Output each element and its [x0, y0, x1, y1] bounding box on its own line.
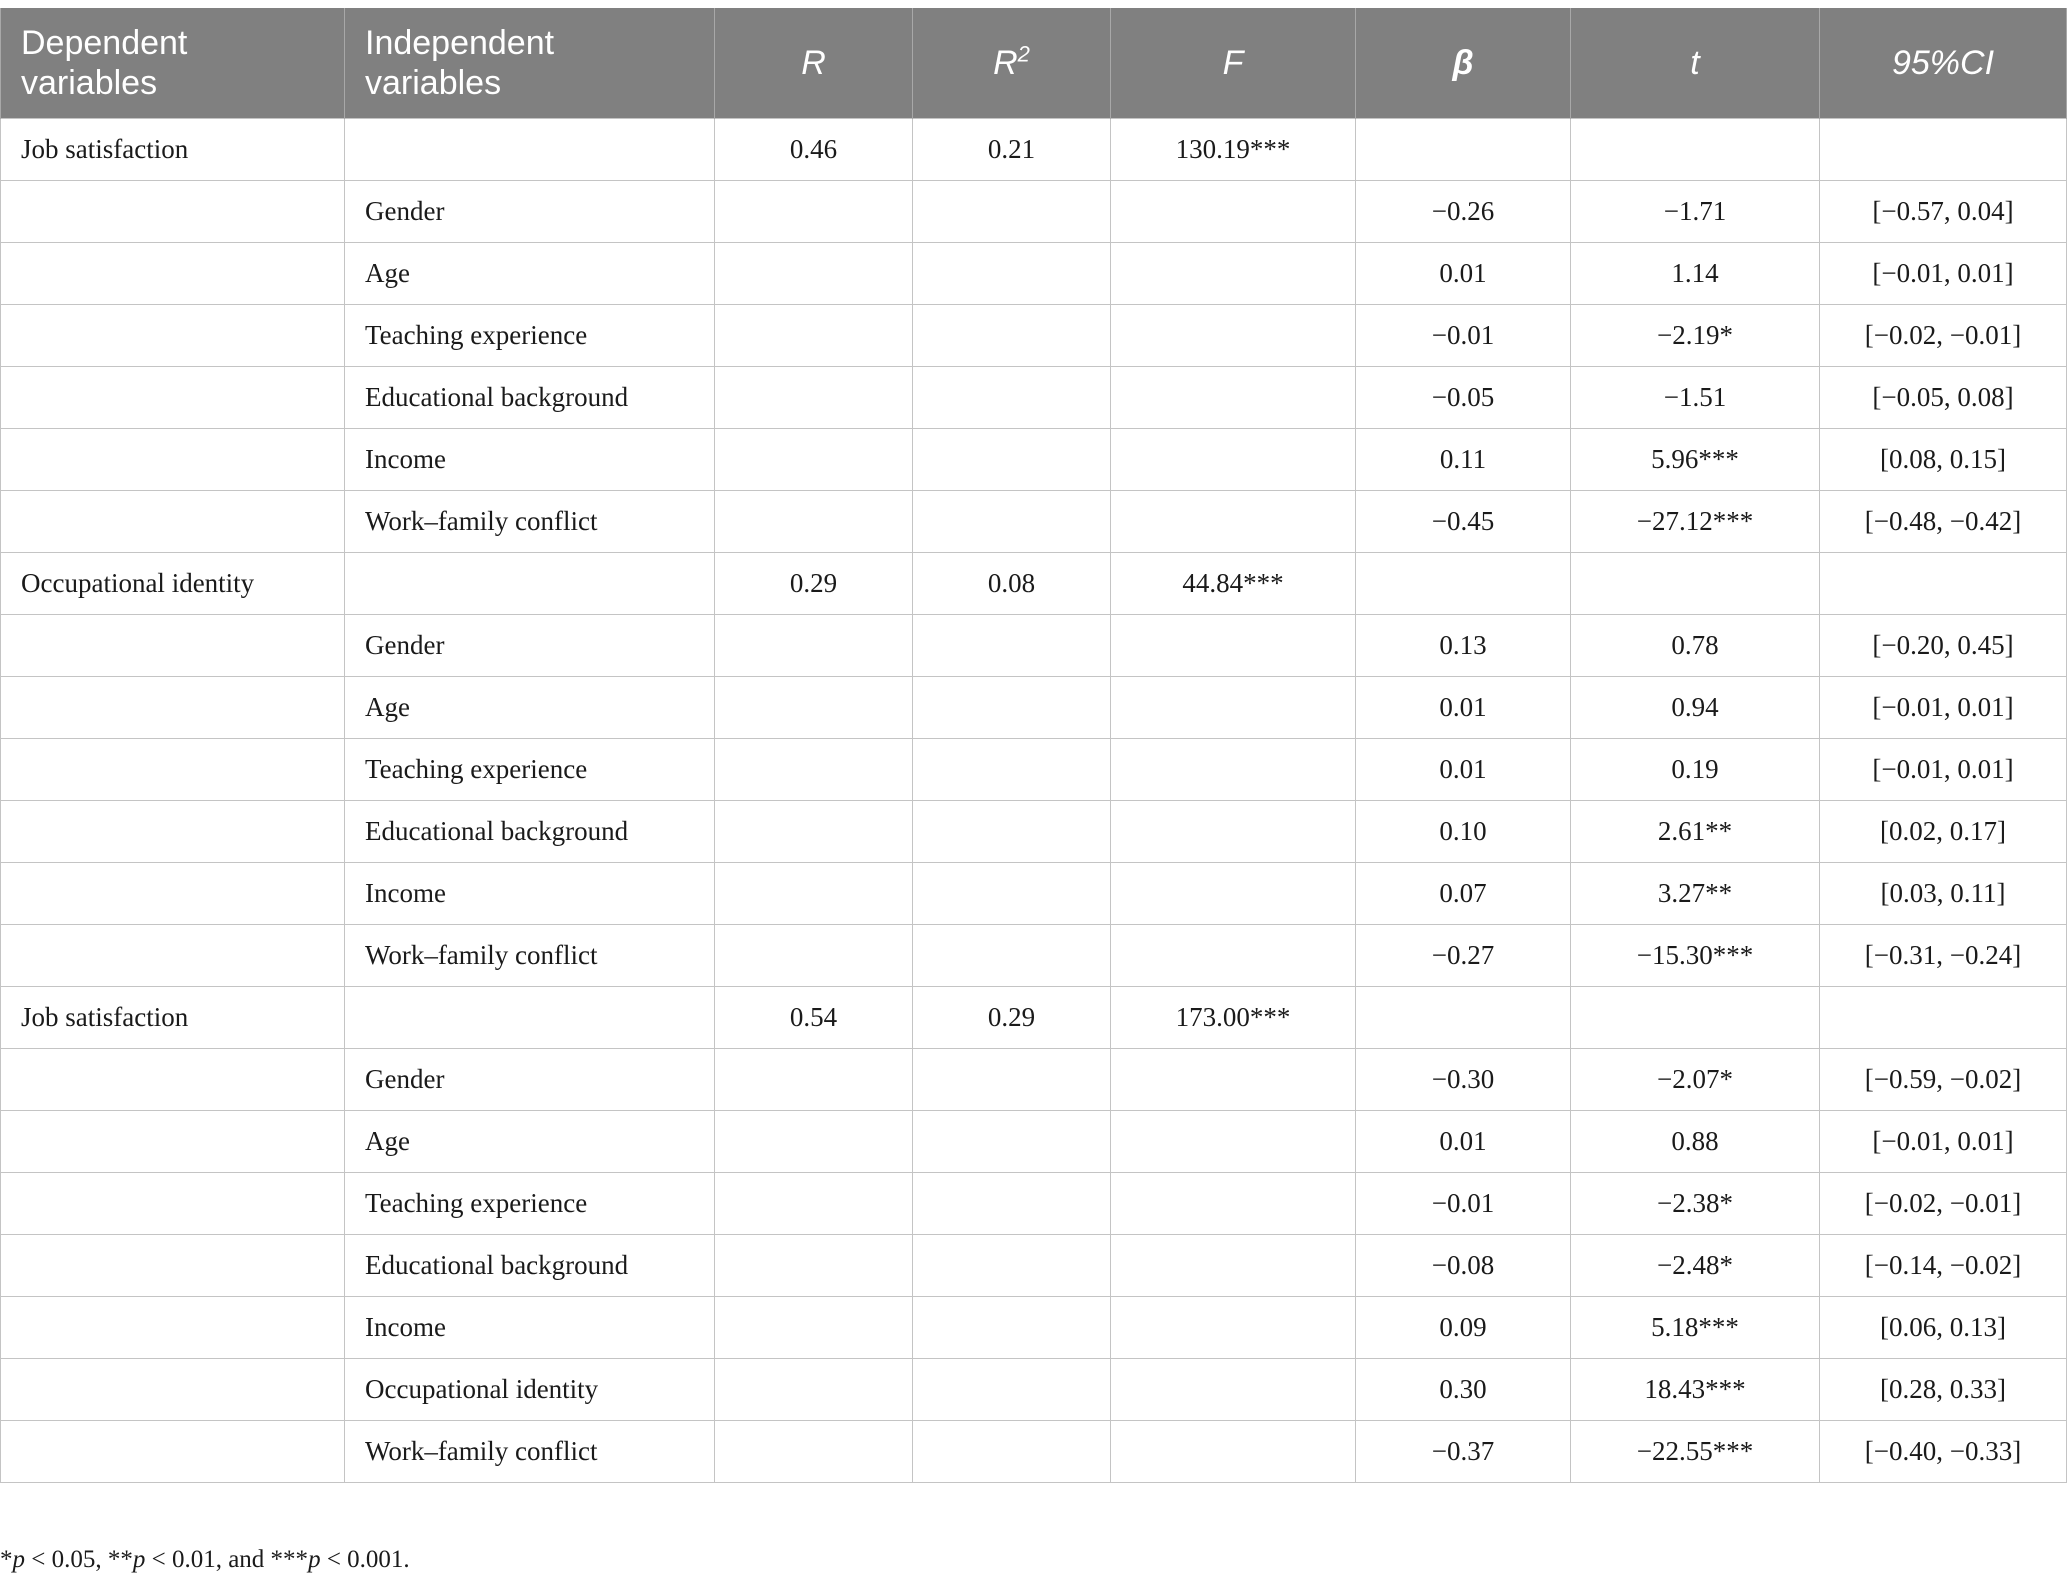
- cell-beta: −0.30: [1356, 1048, 1571, 1110]
- table-row: [1, 986, 2067, 1048]
- cell-independent-variable: Age: [345, 1110, 715, 1172]
- table-row: [1, 1358, 2067, 1420]
- cell-r-squared: 0.08: [913, 552, 1111, 614]
- cell-independent-variable: Educational background: [345, 366, 715, 428]
- cell-r-squared: 0.29: [913, 986, 1111, 1048]
- cell-r: [715, 1420, 913, 1482]
- cell-dependent-variable: [1, 490, 345, 552]
- regression-table: [0, 8, 2067, 1483]
- cell-r-squared: [913, 862, 1111, 924]
- cell-f: [1111, 1420, 1356, 1482]
- cell-r: [715, 366, 913, 428]
- cell-r-squared: [913, 1420, 1111, 1482]
- cell-t: −2.19*: [1571, 304, 1820, 366]
- cell-beta: −0.27: [1356, 924, 1571, 986]
- cell-t: 0.94: [1571, 676, 1820, 738]
- cell-95-ci: [−0.57, 0.04]: [1820, 180, 2067, 242]
- table-row: [1, 180, 2067, 242]
- cell-r: [715, 924, 913, 986]
- footnote-text: < 0.001.: [320, 1546, 410, 1573]
- cell-beta: −0.01: [1356, 304, 1571, 366]
- cell-dependent-variable: [1, 304, 345, 366]
- cell-95-ci: [0.06, 0.13]: [1820, 1296, 2067, 1358]
- table-row: [1, 614, 2067, 676]
- table-row: [1, 924, 2067, 986]
- cell-r: [715, 1172, 913, 1234]
- cell-dependent-variable: Occupational identity: [1, 552, 345, 614]
- cell-beta: 0.01: [1356, 1110, 1571, 1172]
- table-row: [1, 738, 2067, 800]
- cell-dependent-variable: [1, 800, 345, 862]
- cell-dependent-variable: [1, 614, 345, 676]
- footnote-text: < 0.05, **: [25, 1546, 133, 1573]
- cell-r: [715, 862, 913, 924]
- cell-95-ci: [−0.02, −0.01]: [1820, 1172, 2067, 1234]
- cell-f: [1111, 614, 1356, 676]
- header-dependent-variables: Dependent variables: [1, 8, 345, 118]
- cell-r: [715, 738, 913, 800]
- cell-95-ci: [0.02, 0.17]: [1820, 800, 2067, 862]
- cell-f: [1111, 1048, 1356, 1110]
- table-row: [1, 862, 2067, 924]
- cell-r: [715, 1358, 913, 1420]
- cell-independent-variable: Age: [345, 676, 715, 738]
- cell-beta: 0.09: [1356, 1296, 1571, 1358]
- cell-t: 3.27**: [1571, 862, 1820, 924]
- cell-95-ci: [−0.40, −0.33]: [1820, 1420, 2067, 1482]
- cell-independent-variable: Gender: [345, 614, 715, 676]
- cell-beta: 0.11: [1356, 428, 1571, 490]
- cell-beta: 0.30: [1356, 1358, 1571, 1420]
- cell-t: −22.55***: [1571, 1420, 1820, 1482]
- cell-dependent-variable: [1, 1296, 345, 1358]
- cell-r: 0.46: [715, 118, 913, 180]
- cell-independent-variable: Work–family conflict: [345, 490, 715, 552]
- table-row: [1, 1048, 2067, 1110]
- cell-r-squared: [913, 366, 1111, 428]
- cell-f: 44.84***: [1111, 552, 1356, 614]
- cell-95-ci: [−0.20, 0.45]: [1820, 614, 2067, 676]
- cell-r: [715, 1296, 913, 1358]
- cell-95-ci: [−0.48, −0.42]: [1820, 490, 2067, 552]
- cell-t: 18.43***: [1571, 1358, 1820, 1420]
- cell-r-squared: [913, 1048, 1111, 1110]
- cell-t: −2.48*: [1571, 1234, 1820, 1296]
- cell-r-squared: 0.21: [913, 118, 1111, 180]
- cell-r-squared: [913, 1172, 1111, 1234]
- cell-r: 0.54: [715, 986, 913, 1048]
- cell-independent-variable: [345, 986, 715, 1048]
- cell-r-squared: [913, 242, 1111, 304]
- footnote-p-symbol: p: [132, 1546, 146, 1573]
- cell-f: [1111, 1172, 1356, 1234]
- cell-f: [1111, 490, 1356, 552]
- cell-95-ci: [0.08, 0.15]: [1820, 428, 2067, 490]
- cell-95-ci: [0.03, 0.11]: [1820, 862, 2067, 924]
- cell-r-squared: [913, 924, 1111, 986]
- cell-r: [715, 1110, 913, 1172]
- cell-dependent-variable: [1, 180, 345, 242]
- cell-t: [1571, 552, 1820, 614]
- cell-t: 2.61**: [1571, 800, 1820, 862]
- cell-r: [715, 1234, 913, 1296]
- cell-r: [715, 180, 913, 242]
- cell-95-ci: [1820, 552, 2067, 614]
- table-row: [1, 304, 2067, 366]
- cell-dependent-variable: [1, 924, 345, 986]
- cell-beta: 0.13: [1356, 614, 1571, 676]
- cell-95-ci: [1820, 118, 2067, 180]
- cell-beta: [1356, 118, 1571, 180]
- cell-f: [1111, 242, 1356, 304]
- cell-independent-variable: Educational background: [345, 800, 715, 862]
- cell-independent-variable: Teaching experience: [345, 738, 715, 800]
- cell-f: [1111, 1296, 1356, 1358]
- cell-f: 130.19***: [1111, 118, 1356, 180]
- cell-f: [1111, 1234, 1356, 1296]
- cell-r: [715, 676, 913, 738]
- cell-independent-variable: Work–family conflict: [345, 1420, 715, 1482]
- header-r-squared-superscript: 2: [1017, 41, 1030, 67]
- cell-95-ci: [0.28, 0.33]: [1820, 1358, 2067, 1420]
- header-95-ci: 95%CI: [1820, 8, 2067, 118]
- table-row: [1, 1296, 2067, 1358]
- cell-f: [1111, 676, 1356, 738]
- cell-t: 1.14: [1571, 242, 1820, 304]
- header-f: F: [1111, 8, 1356, 118]
- cell-r-squared: [913, 1358, 1111, 1420]
- table-row: [1, 1110, 2067, 1172]
- cell-f: [1111, 1110, 1356, 1172]
- cell-dependent-variable: Job satisfaction: [1, 118, 345, 180]
- cell-independent-variable: Work–family conflict: [345, 924, 715, 986]
- cell-r-squared: [913, 1296, 1111, 1358]
- header-t: t: [1571, 8, 1820, 118]
- cell-beta: 0.01: [1356, 242, 1571, 304]
- cell-dependent-variable: [1, 676, 345, 738]
- cell-95-ci: [−0.31, −0.24]: [1820, 924, 2067, 986]
- cell-t: −1.51: [1571, 366, 1820, 428]
- footnote-p-symbol: p: [12, 1546, 25, 1573]
- cell-95-ci: [−0.05, 0.08]: [1820, 366, 2067, 428]
- cell-t: 0.88: [1571, 1110, 1820, 1172]
- footnote-text: < 0.01, and ***: [145, 1546, 309, 1573]
- table-row: [1, 242, 2067, 304]
- table-row: [1, 118, 2067, 180]
- cell-dependent-variable: Job satisfaction: [1, 986, 345, 1048]
- cell-r-squared: [913, 1110, 1111, 1172]
- cell-f: [1111, 924, 1356, 986]
- cell-r-squared: [913, 614, 1111, 676]
- cell-r: 0.29: [715, 552, 913, 614]
- header-independent-variables: Independent variables: [345, 8, 715, 118]
- cell-dependent-variable: [1, 1048, 345, 1110]
- cell-independent-variable: Teaching experience: [345, 1172, 715, 1234]
- cell-r: [715, 428, 913, 490]
- header-r: R: [715, 8, 913, 118]
- cell-t: 5.96***: [1571, 428, 1820, 490]
- cell-r: [715, 242, 913, 304]
- cell-95-ci: [−0.01, 0.01]: [1820, 676, 2067, 738]
- cell-f: [1111, 428, 1356, 490]
- cell-t: −27.12***: [1571, 490, 1820, 552]
- cell-95-ci: [1820, 986, 2067, 1048]
- cell-beta: −0.01: [1356, 1172, 1571, 1234]
- cell-f: [1111, 304, 1356, 366]
- cell-beta: −0.45: [1356, 490, 1571, 552]
- cell-independent-variable: Gender: [345, 1048, 715, 1110]
- cell-t: 0.78: [1571, 614, 1820, 676]
- cell-f: [1111, 180, 1356, 242]
- cell-beta: [1356, 986, 1571, 1048]
- cell-t: [1571, 986, 1820, 1048]
- footnote-p-symbol: p: [308, 1546, 321, 1573]
- cell-independent-variable: [345, 118, 715, 180]
- table-row: [1, 1420, 2067, 1482]
- cell-t: −2.38*: [1571, 1172, 1820, 1234]
- table-row: [1, 1234, 2067, 1296]
- table-body: [1, 118, 2067, 1482]
- cell-95-ci: [−0.14, −0.02]: [1820, 1234, 2067, 1296]
- cell-dependent-variable: [1, 862, 345, 924]
- cell-r-squared: [913, 428, 1111, 490]
- table-row: [1, 800, 2067, 862]
- footnote-text: *: [0, 1546, 13, 1573]
- cell-95-ci: [−0.02, −0.01]: [1820, 304, 2067, 366]
- cell-f: [1111, 366, 1356, 428]
- cell-f: [1111, 862, 1356, 924]
- table-row: [1, 1172, 2067, 1234]
- cell-independent-variable: Income: [345, 1296, 715, 1358]
- table-row: [1, 366, 2067, 428]
- cell-dependent-variable: [1, 1110, 345, 1172]
- cell-independent-variable: [345, 552, 715, 614]
- cell-beta: 0.01: [1356, 738, 1571, 800]
- cell-beta: 0.01: [1356, 676, 1571, 738]
- cell-t: 0.19: [1571, 738, 1820, 800]
- cell-t: −1.71: [1571, 180, 1820, 242]
- cell-independent-variable: Gender: [345, 180, 715, 242]
- cell-t: [1571, 118, 1820, 180]
- table-row: [1, 428, 2067, 490]
- cell-r-squared: [913, 490, 1111, 552]
- cell-r-squared: [913, 676, 1111, 738]
- cell-r: [715, 800, 913, 862]
- cell-r-squared: [913, 180, 1111, 242]
- cell-beta: 0.07: [1356, 862, 1571, 924]
- cell-dependent-variable: [1, 1358, 345, 1420]
- cell-independent-variable: Teaching experience: [345, 304, 715, 366]
- table-row: [1, 490, 2067, 552]
- cell-r: [715, 1048, 913, 1110]
- cell-f: [1111, 1358, 1356, 1420]
- table-row: [1, 676, 2067, 738]
- cell-beta: [1356, 552, 1571, 614]
- cell-beta: 0.10: [1356, 800, 1571, 862]
- cell-independent-variable: Income: [345, 428, 715, 490]
- cell-dependent-variable: [1, 242, 345, 304]
- header-row: [1, 8, 2067, 118]
- cell-t: 5.18***: [1571, 1296, 1820, 1358]
- cell-t: −15.30***: [1571, 924, 1820, 986]
- cell-dependent-variable: [1, 1172, 345, 1234]
- cell-dependent-variable: [1, 428, 345, 490]
- cell-f: 173.00***: [1111, 986, 1356, 1048]
- cell-f: [1111, 738, 1356, 800]
- header-beta: β: [1356, 8, 1571, 118]
- significance-footnote: [0, 1546, 410, 1574]
- cell-t: −2.07*: [1571, 1048, 1820, 1110]
- cell-dependent-variable: [1, 1420, 345, 1482]
- cell-dependent-variable: [1, 738, 345, 800]
- cell-independent-variable: Occupational identity: [345, 1358, 715, 1420]
- cell-r-squared: [913, 800, 1111, 862]
- cell-beta: −0.08: [1356, 1234, 1571, 1296]
- cell-independent-variable: Age: [345, 242, 715, 304]
- table-header: [1, 8, 2067, 118]
- cell-r: [715, 614, 913, 676]
- cell-independent-variable: Educational background: [345, 1234, 715, 1296]
- cell-independent-variable: Income: [345, 862, 715, 924]
- cell-r: [715, 490, 913, 552]
- table-row: [1, 552, 2067, 614]
- cell-95-ci: [−0.01, 0.01]: [1820, 242, 2067, 304]
- header-r-squared: [913, 8, 1111, 118]
- cell-f: [1111, 800, 1356, 862]
- cell-dependent-variable: [1, 1234, 345, 1296]
- cell-95-ci: [−0.01, 0.01]: [1820, 738, 2067, 800]
- cell-r: [715, 304, 913, 366]
- header-r-squared-base: R: [993, 43, 1018, 82]
- cell-95-ci: [−0.01, 0.01]: [1820, 1110, 2067, 1172]
- cell-95-ci: [−0.59, −0.02]: [1820, 1048, 2067, 1110]
- cell-beta: −0.26: [1356, 180, 1571, 242]
- cell-dependent-variable: [1, 366, 345, 428]
- cell-beta: −0.37: [1356, 1420, 1571, 1482]
- cell-r-squared: [913, 1234, 1111, 1296]
- cell-r-squared: [913, 304, 1111, 366]
- cell-r-squared: [913, 738, 1111, 800]
- cell-beta: −0.05: [1356, 366, 1571, 428]
